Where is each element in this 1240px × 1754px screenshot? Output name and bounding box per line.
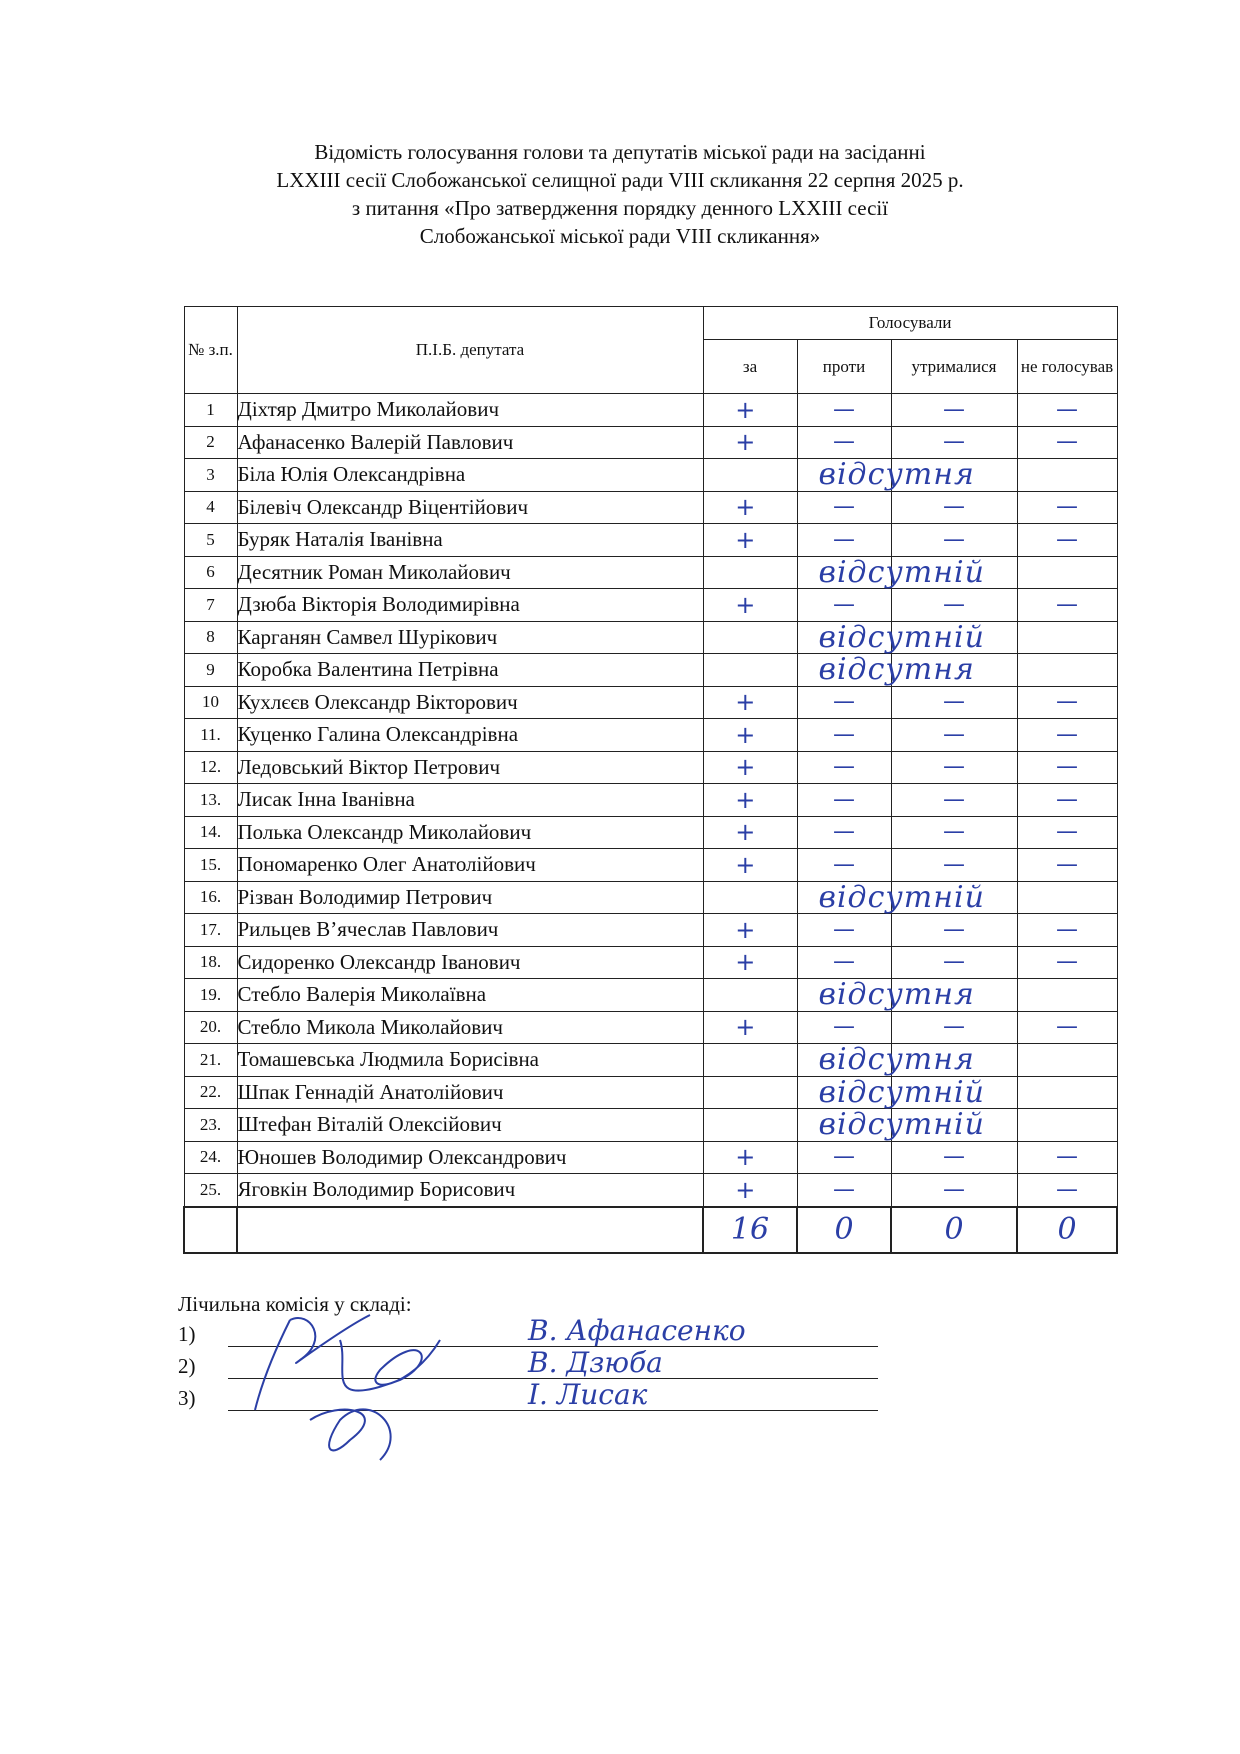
vote-against-mark: — — [833, 754, 855, 780]
vote-against-mark: — — [833, 592, 855, 618]
member-index: 3) — [178, 1386, 196, 1410]
vote-for-cell — [703, 1011, 797, 1044]
vote-abstained-mark: — — [943, 1177, 965, 1203]
vote-abstained-cell — [891, 1076, 1017, 1109]
vote-not-voted-cell — [1017, 621, 1117, 654]
table-row — [184, 849, 1117, 882]
vote-not-voted-cell — [1017, 881, 1117, 914]
vote-not-voted-cell — [1017, 849, 1117, 882]
vote-against-cell — [797, 491, 891, 524]
title-line-1: Відомість голосування голови та депутатів міської ради на засіданні — [314, 140, 926, 164]
vote-abstained-cell — [891, 979, 1017, 1012]
vote-for-cell — [703, 1042, 975, 1077]
vote-abstained-mark: — — [943, 1144, 965, 1170]
title-line-4: Слобожанської міської ради VIII скликання» — [419, 224, 821, 248]
vote-not-voted-cell — [1017, 524, 1117, 557]
vote-abstained-mark: — — [943, 1014, 965, 1040]
vote-abstained-mark: — — [943, 689, 965, 715]
vote-abstained-mark: — — [943, 592, 965, 618]
vote-not-voted-mark: — — [1056, 1177, 1079, 1203]
header-voted: Голосували — [703, 307, 1117, 340]
vote-abstained-cell — [891, 524, 1017, 557]
absent-note: відсутній — [818, 619, 985, 655]
deputy-name: Буряк Наталія Іванівна — [237, 524, 703, 557]
vote-not-voted-cell — [1017, 1141, 1117, 1174]
vote-not-voted-cell — [1017, 654, 1117, 687]
vote-against-mark: — — [833, 1014, 855, 1040]
totals-row — [184, 1207, 1117, 1253]
vote-for-cell — [703, 619, 985, 655]
vote-abstained-cell — [891, 621, 1017, 654]
deputy-name: Яговкін Володимир Борисович — [237, 1174, 703, 1207]
vote-against-cell — [797, 1076, 891, 1109]
row-number: 19. — [184, 979, 237, 1012]
table-body — [184, 394, 1117, 1207]
header-name: П.І.Б. депутата — [237, 307, 703, 394]
vote-not-voted-cell — [1017, 1011, 1117, 1044]
table-row — [184, 459, 1117, 492]
table-row — [184, 556, 1117, 589]
row-number: 22. — [184, 1076, 237, 1109]
vote-not-voted-mark: — — [1056, 787, 1079, 813]
vote-not-voted-mark: — — [1056, 722, 1079, 748]
vote-against-mark: — — [833, 819, 855, 845]
deputy-name: Лисак Інна Іванівна — [237, 784, 703, 817]
deputy-name: Різван Володимир Петрович — [237, 881, 703, 914]
table-row — [184, 1011, 1117, 1044]
vote-against-cell — [797, 979, 891, 1012]
row-number: 2 — [184, 426, 237, 459]
vote-abstained-cell — [891, 946, 1017, 979]
table-row — [184, 654, 1117, 687]
vote-against-cell — [797, 1044, 891, 1077]
vote-for-mark: + — [735, 1175, 756, 1204]
vote-abstained-mark: — — [943, 917, 965, 943]
vote-not-voted-cell — [1017, 784, 1117, 817]
table-row — [184, 1076, 1117, 1109]
vote-abstained-mark: — — [943, 722, 965, 748]
row-number: 5 — [184, 524, 237, 557]
member-name: В. Афанасенко — [528, 1314, 746, 1347]
vote-not-voted-cell — [1017, 719, 1117, 752]
vote-not-voted-cell — [1017, 946, 1117, 979]
vote-not-voted-cell — [1017, 426, 1117, 459]
vote-for-cell — [703, 816, 797, 849]
voting-table — [183, 306, 1118, 1254]
table-row — [184, 621, 1117, 654]
vote-for-mark: + — [735, 688, 756, 717]
row-number: 12. — [184, 751, 237, 784]
vote-abstained-cell — [891, 1174, 1017, 1207]
vote-abstained-cell — [891, 751, 1017, 784]
vote-abstained-cell — [891, 914, 1017, 947]
header-against: проти — [797, 340, 891, 394]
total-for: 16 — [703, 1207, 797, 1253]
row-number: 7 — [184, 589, 237, 622]
deputy-name: Рильцев В’ячеслав Павлович — [237, 914, 703, 947]
document-title — [150, 138, 1090, 250]
vote-for-cell — [703, 686, 797, 719]
table-row — [184, 394, 1117, 427]
total-not-voted: 0 — [1017, 1207, 1117, 1253]
absent-note: відсутня — [818, 457, 975, 492]
vote-not-voted-cell — [1017, 914, 1117, 947]
vote-for-cell — [703, 879, 985, 915]
table-row — [184, 816, 1117, 849]
vote-against-cell — [797, 654, 891, 687]
vote-not-voted-mark: — — [1056, 1144, 1079, 1170]
row-number: 4 — [184, 491, 237, 524]
deputy-name: Діхтяр Дмитро Миколайович — [237, 394, 703, 427]
vote-abstained-cell — [891, 1109, 1017, 1142]
vote-abstained-cell — [891, 1044, 1017, 1077]
row-number: 11. — [184, 719, 237, 752]
deputy-name: Юношев Володимир Олександрович — [237, 1141, 703, 1174]
vote-against-cell — [797, 946, 891, 979]
vote-against-mark: — — [833, 852, 855, 878]
vote-for-mark: + — [735, 850, 756, 879]
totals-name-cell — [237, 1207, 703, 1253]
row-number: 13. — [184, 784, 237, 817]
vote-not-voted-cell — [1017, 1174, 1117, 1207]
vote-for-mark: + — [735, 948, 756, 977]
row-number: 6 — [184, 556, 237, 589]
table-row — [184, 881, 1117, 914]
vote-against-cell — [797, 1011, 891, 1044]
member-name: В. Дзюба — [528, 1346, 663, 1379]
vote-for-mark: + — [735, 590, 756, 619]
vote-not-voted-mark: — — [1056, 689, 1079, 715]
deputy-name: Сидоренко Олександр Іванович — [237, 946, 703, 979]
vote-against-mark: — — [833, 397, 855, 423]
vote-not-voted-mark: — — [1056, 852, 1079, 878]
row-number: 1 — [184, 394, 237, 427]
vote-abstained-mark: — — [943, 494, 965, 520]
vote-not-voted-mark: — — [1056, 949, 1079, 975]
total-against: 0 — [797, 1207, 891, 1253]
vote-against-mark: — — [833, 787, 855, 813]
vote-for-cell — [703, 457, 975, 492]
row-number: 9 — [184, 654, 237, 687]
vote-not-voted-cell — [1017, 979, 1117, 1012]
vote-not-voted-mark: — — [1056, 592, 1079, 618]
table-row — [184, 524, 1117, 557]
vote-abstained-cell — [891, 394, 1017, 427]
vote-for-cell — [703, 751, 797, 784]
header-not-voted: не голосував — [1017, 340, 1117, 394]
absent-note: відсутня — [818, 1042, 975, 1077]
vote-not-voted-cell — [1017, 816, 1117, 849]
vote-against-mark: — — [833, 917, 855, 943]
vote-against-cell — [797, 1109, 891, 1142]
vote-for-cell — [703, 1174, 797, 1207]
vote-abstained-mark: — — [943, 819, 965, 845]
table-row — [184, 979, 1117, 1012]
table-row — [184, 914, 1117, 947]
vote-for-cell — [703, 1141, 797, 1174]
vote-abstained-cell — [891, 686, 1017, 719]
table-row — [184, 1141, 1117, 1174]
vote-against-cell — [797, 784, 891, 817]
header-abstained: утрималися — [891, 340, 1017, 394]
vote-against-mark: — — [833, 494, 855, 520]
title-line-2: LXXIII сесії Слобожанської селищної ради VIII скликання 22 серпня 2025 р. — [276, 168, 964, 192]
row-number: 25. — [184, 1174, 237, 1207]
vote-abstained-cell — [891, 784, 1017, 817]
vote-for-cell — [703, 977, 975, 1012]
table-row — [184, 751, 1117, 784]
vote-against-cell — [797, 914, 891, 947]
row-number: 14. — [184, 816, 237, 849]
vote-for-cell — [703, 914, 797, 947]
deputy-name: Ледовський Віктор Петрович — [237, 751, 703, 784]
row-number: 24. — [184, 1141, 237, 1174]
vote-against-cell — [797, 849, 891, 882]
title-line-3: з питання «Про затвердження порядку денного LXXIII сесії — [351, 196, 889, 220]
vote-for-mark: + — [735, 753, 756, 782]
vote-abstained-mark: — — [943, 949, 965, 975]
totals-num-cell — [184, 1207, 237, 1253]
deputy-name: Білевіч Олександр Віцентійович — [237, 491, 703, 524]
deputy-name: Коробка Валентина Петрівна — [237, 654, 703, 687]
vote-not-voted-mark: — — [1056, 397, 1079, 423]
deputy-name: Стебло Микола Миколайович — [237, 1011, 703, 1044]
vote-not-voted-mark: — — [1056, 494, 1079, 520]
absent-note: відсутня — [818, 977, 975, 1012]
row-number: 8 — [184, 621, 237, 654]
vote-abstained-cell — [891, 426, 1017, 459]
table-row — [184, 1109, 1117, 1142]
vote-for-cell — [703, 524, 797, 557]
row-number: 21. — [184, 1044, 237, 1077]
vote-against-mark: — — [833, 1177, 855, 1203]
vote-against-cell — [797, 524, 891, 557]
vote-abstained-cell — [891, 816, 1017, 849]
header-for: за — [703, 340, 797, 394]
vote-not-voted-mark: — — [1056, 429, 1079, 455]
vote-against-cell — [797, 621, 891, 654]
absent-note: відсутній — [818, 1107, 985, 1142]
vote-for-cell — [703, 1107, 985, 1142]
vote-abstained-mark: — — [943, 429, 965, 455]
vote-for-mark: + — [735, 720, 756, 749]
vote-for-mark: + — [735, 1013, 756, 1042]
vote-for-mark: + — [735, 428, 756, 457]
vote-for-mark: + — [735, 395, 756, 424]
vote-against-cell — [797, 589, 891, 622]
vote-against-cell — [797, 719, 891, 752]
vote-abstained-cell — [891, 459, 1017, 492]
vote-abstained-cell — [891, 589, 1017, 622]
table-row — [184, 784, 1117, 817]
vote-for-cell — [703, 589, 797, 622]
row-number: 15. — [184, 849, 237, 882]
vote-abstained-cell — [891, 654, 1017, 687]
row-number: 10 — [184, 686, 237, 719]
vote-for-cell — [703, 1074, 985, 1110]
vote-against-cell — [797, 816, 891, 849]
vote-for-cell — [703, 426, 797, 459]
deputy-name: Томашевська Людмила Борисівна — [237, 1044, 703, 1077]
vote-for-cell — [703, 652, 975, 687]
vote-for-cell — [703, 554, 985, 590]
table-row — [184, 946, 1117, 979]
vote-not-voted-cell — [1017, 556, 1117, 589]
deputy-name: Афанасенко Валерій Павлович — [237, 426, 703, 459]
deputy-name: Стебло Валерія Миколаївна — [237, 979, 703, 1012]
vote-not-voted-mark: — — [1056, 819, 1079, 845]
vote-against-cell — [797, 556, 891, 589]
vote-against-cell — [797, 686, 891, 719]
vote-not-voted-cell — [1017, 751, 1117, 784]
table-row — [184, 1174, 1117, 1207]
deputy-name: Кухлєєв Олександр Вікторович — [237, 686, 703, 719]
vote-for-mark: + — [735, 525, 756, 554]
member-index: 1) — [178, 1322, 196, 1346]
vote-not-voted-cell — [1017, 394, 1117, 427]
vote-not-voted-cell — [1017, 459, 1117, 492]
deputy-name: Дзюба Вікторія Володимирівна — [237, 589, 703, 622]
row-number: 3 — [184, 459, 237, 492]
deputy-name: Десятник Роман Миколайович — [237, 556, 703, 589]
vote-against-mark: — — [833, 527, 855, 553]
vote-against-mark: — — [833, 689, 855, 715]
deputy-name: Полька Олександр Миколайович — [237, 816, 703, 849]
member-name: І. Лисак — [528, 1378, 648, 1411]
vote-not-voted-cell — [1017, 491, 1117, 524]
vote-for-mark: + — [735, 818, 756, 847]
vote-for-mark: + — [735, 1143, 756, 1172]
vote-against-cell — [797, 1141, 891, 1174]
absent-note: відсутній — [818, 554, 985, 590]
deputy-name: Біла Юлія Олександрівна — [237, 459, 703, 492]
deputy-name: Пономаренко Олег Анатолійович — [237, 849, 703, 882]
vote-abstained-mark: — — [943, 787, 965, 813]
table-row — [184, 1044, 1117, 1077]
vote-against-mark: — — [833, 429, 855, 455]
vote-abstained-cell — [891, 881, 1017, 914]
vote-for-cell — [703, 394, 797, 427]
vote-for-mark: + — [735, 915, 756, 944]
deputy-name: Карганян Самвел Шурікович — [237, 621, 703, 654]
deputy-name: Куценко Галина Олександрівна — [237, 719, 703, 752]
vote-abstained-cell — [891, 1011, 1017, 1044]
table-row — [184, 426, 1117, 459]
vote-against-mark: — — [833, 722, 855, 748]
row-number: 18. — [184, 946, 237, 979]
vote-abstained-cell — [891, 491, 1017, 524]
vote-against-cell — [797, 881, 891, 914]
absent-note: відсутній — [818, 879, 985, 915]
vote-abstained-cell — [891, 849, 1017, 882]
vote-against-mark: — — [833, 949, 855, 975]
vote-not-voted-mark: — — [1056, 917, 1079, 943]
vote-not-voted-cell — [1017, 1076, 1117, 1109]
total-abstained: 0 — [891, 1207, 1017, 1253]
table-row — [184, 686, 1117, 719]
vote-not-voted-mark: — — [1056, 754, 1079, 780]
deputy-name: Штефан Віталій Олексійович — [237, 1109, 703, 1142]
vote-for-mark: + — [735, 785, 756, 814]
vote-not-voted-mark: — — [1056, 527, 1079, 553]
vote-abstained-mark: — — [943, 754, 965, 780]
vote-not-voted-cell — [1017, 589, 1117, 622]
signature-scribble — [250, 1300, 470, 1470]
absent-note: відсутня — [818, 652, 975, 687]
vote-against-mark: — — [833, 1144, 855, 1170]
header-num: № з.п. — [184, 307, 237, 394]
vote-abstained-cell — [891, 719, 1017, 752]
vote-not-voted-cell — [1017, 1109, 1117, 1142]
row-number: 17. — [184, 914, 237, 947]
table-row — [184, 719, 1117, 752]
absent-note: відсутній — [818, 1074, 985, 1110]
vote-for-cell — [703, 491, 797, 524]
table-row — [184, 589, 1117, 622]
vote-for-mark: + — [735, 493, 756, 522]
vote-not-voted-mark: — — [1056, 1014, 1079, 1040]
vote-against-cell — [797, 1174, 891, 1207]
vote-against-cell — [797, 751, 891, 784]
row-number: 16. — [184, 881, 237, 914]
vote-for-cell — [703, 719, 797, 752]
vote-not-voted-cell — [1017, 686, 1117, 719]
vote-against-cell — [797, 426, 891, 459]
row-number: 20. — [184, 1011, 237, 1044]
vote-abstained-mark: — — [943, 852, 965, 878]
member-index: 2) — [178, 1354, 196, 1378]
vote-against-cell — [797, 394, 891, 427]
table-row — [184, 491, 1117, 524]
vote-against-cell — [797, 459, 891, 492]
vote-abstained-mark: — — [943, 397, 965, 423]
vote-abstained-cell — [891, 556, 1017, 589]
deputy-name: Шпак Геннадій Анатолійович — [237, 1076, 703, 1109]
vote-not-voted-cell — [1017, 1044, 1117, 1077]
commission-caption: Лічильна комісія у складі: — [178, 1292, 412, 1316]
vote-abstained-cell — [891, 1141, 1017, 1174]
row-number: 23. — [184, 1109, 237, 1142]
vote-for-cell — [703, 784, 797, 817]
vote-abstained-mark: — — [943, 527, 965, 553]
vote-for-cell — [703, 946, 797, 979]
vote-for-cell — [703, 849, 797, 882]
